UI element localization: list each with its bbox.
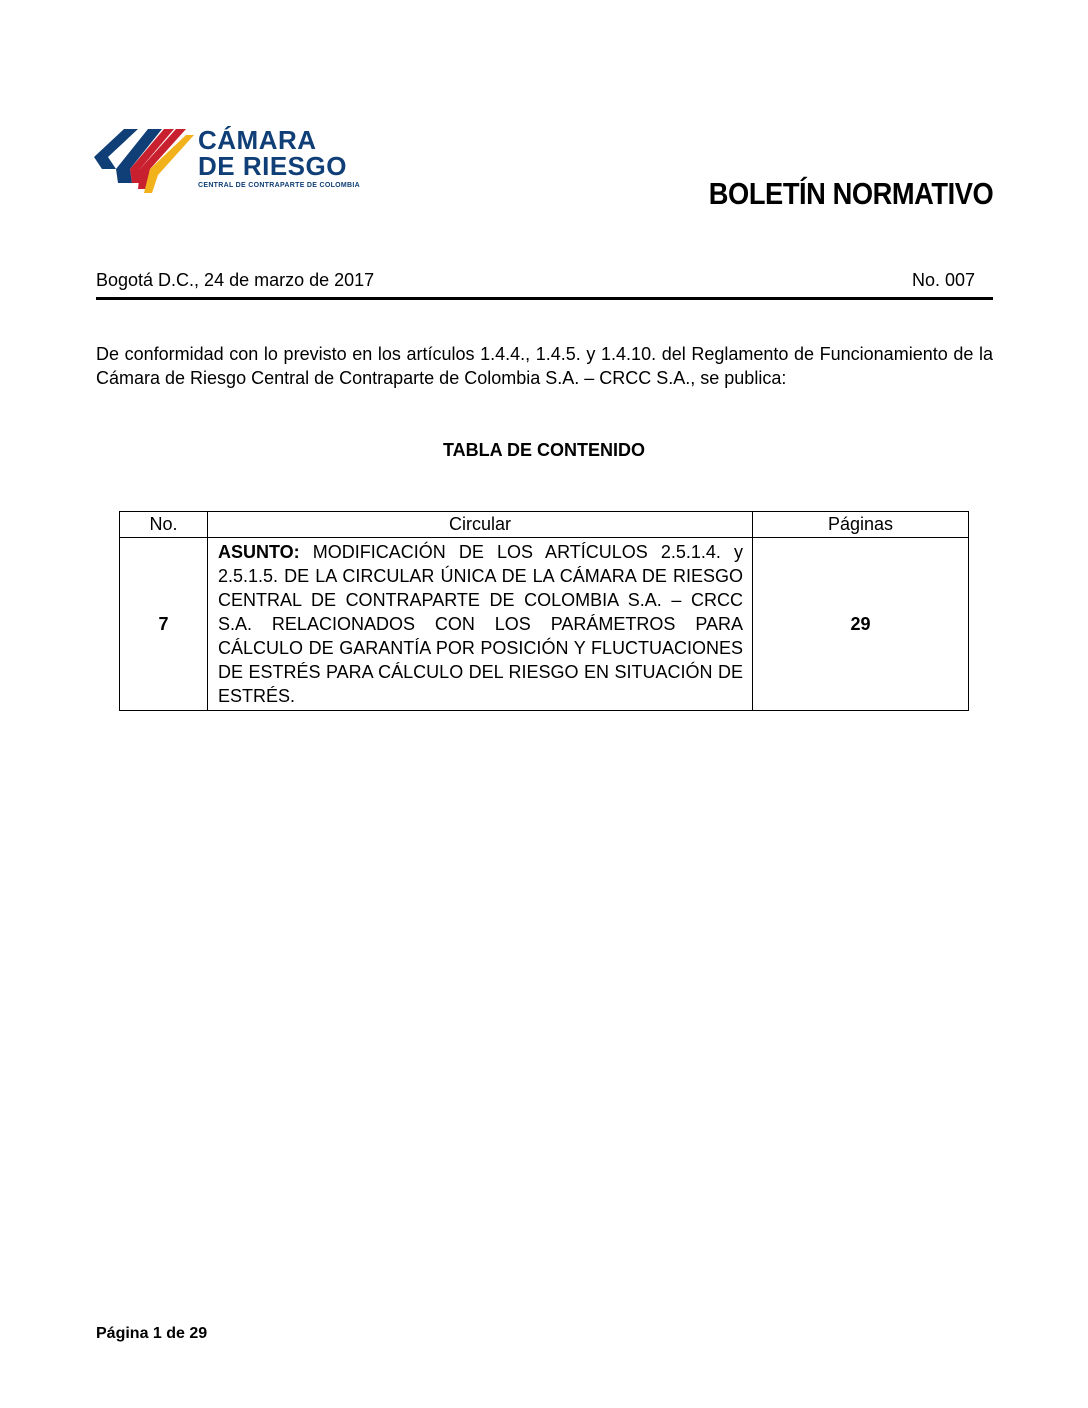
logo-line-3: CENTRAL DE CONTRAPARTE DE COLOMBIA	[198, 182, 360, 189]
bulletin-number: No. 007	[911, 270, 975, 290]
subject-label: ASUNTO:	[218, 542, 300, 562]
toc-title: TABLA DE CONTENIDO	[443, 440, 645, 460]
row-pages: 29	[753, 538, 969, 711]
document-title: BOLETÍN NORMATIVO	[708, 176, 993, 211]
row-subject	[208, 538, 753, 711]
toc-table	[119, 511, 969, 711]
logo-stripes-icon	[94, 125, 194, 195]
place-date: Bogotá D.C., 24 de marzo de 2017	[96, 270, 375, 290]
row-number: 7	[120, 538, 208, 711]
logo-line-1: CÁMARA	[198, 125, 317, 155]
logo-line-2: DE RIESGO	[198, 151, 347, 181]
column-header-no: No.	[120, 512, 208, 538]
company-logo	[94, 125, 384, 200]
column-header-circular: Circular	[208, 512, 753, 538]
toc-header-row	[120, 512, 969, 538]
intro-paragraph: De conformidad con lo previsto en los artículos 1.4.4., 1.4.5. y 1.4.10. del Reglamento de Funcionamiento de la Cámara de Riesgo Central de Contraparte de Colombia S.A. – CRCC S.A., se publica:	[96, 344, 993, 388]
column-header-pages: Páginas	[753, 512, 969, 538]
header-divider	[96, 297, 993, 300]
meta-row	[96, 270, 993, 294]
page-footer: Página 1 de 29	[96, 1325, 208, 1342]
subject-text: MODIFICACIÓN DE LOS ARTÍCULOS 2.5.1.4. y 2.5.1.5. DE LA CIRCULAR ÚNICA DE LA CÁMARA DE RIESGO CENTRAL DE CONTRAPARTE DE COLOMBIA S.A. – CRCC S.A. RELACIONADOS CON LOS PARÁMETROS PARA CÁLCULO DE GARANTÍA POR POSICIÓN Y FLUCTUACIONES DE ESTRÉS PARA CÁLCULO DEL RIESGO EN SITUACIÓN DE ESTRÉS.	[218, 542, 743, 706]
logo-wordmark	[198, 127, 360, 189]
table-row	[120, 538, 969, 711]
